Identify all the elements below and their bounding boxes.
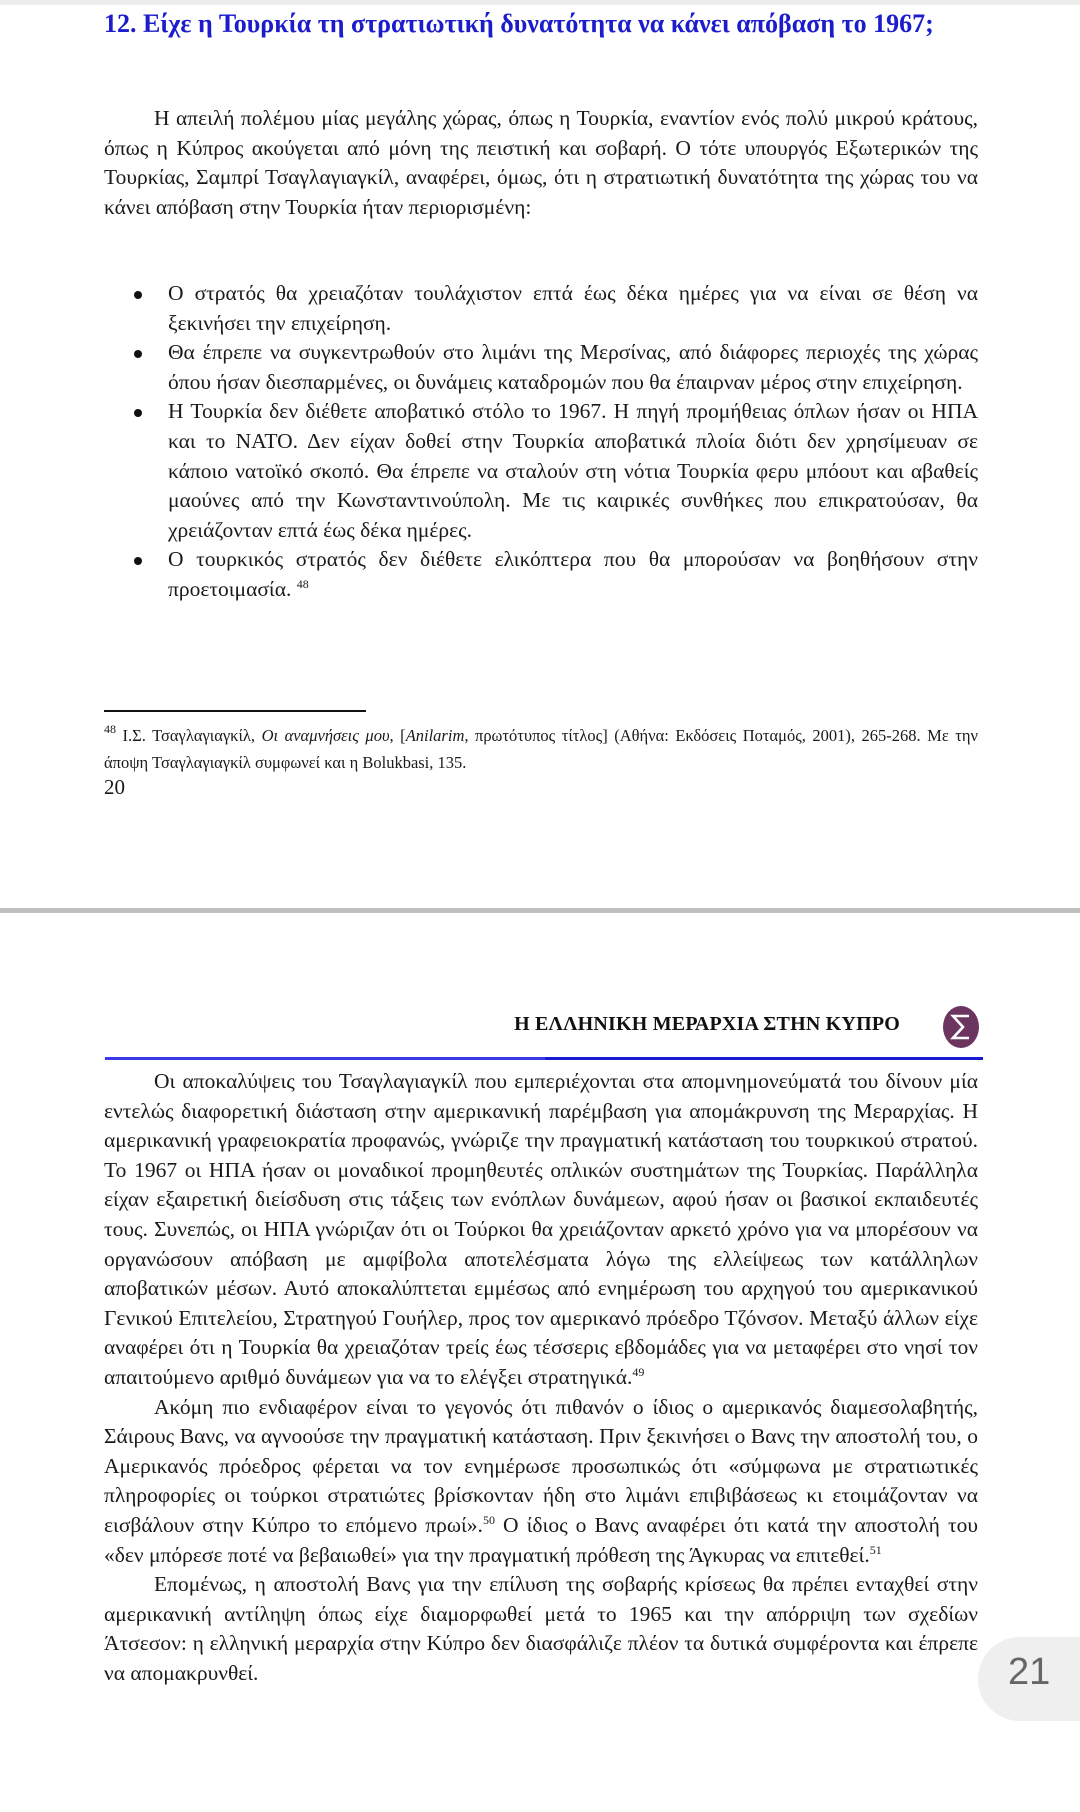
paragraph: Οι αποκαλύψεις του Τσαγλαγιαγκίλ που εμπεριέχονται στα απομνημονεύματά του δίνουν μία εντελώς διαφορετική διάσταση στην αμερικανική παρέμβαση για απομάκρυνση της Μεραρχίας. Η αμερικανική γραφειοκρατία προφανώς, γνώριζε την πραγματική κατάσταση του τουρκικού στρατού. Το 1967 οι ΗΠΑ ήσαν οι μοναδικοί προμηθευτές οπλικών συστημάτων της Τουρκίας. Παράλληλα είχαν εξαιρετική διείσδυση στις τάξεις των ενόπλων δυνάμεων, αφού ήσαν οι βασικοί εκπαιδευτές τους. Συνεπώς, οι ΗΠΑ γνώριζαν ότι οι Τούρκοι θα χρειάζονταν αρκετό χρόνο για να μπορέσουν να οργανώσουν απόβαση με αμφίβολα αποτελέσματα λόγω της ελλείψεως των κατάλληλων αποβατικών μέσων. Αυτό αποκαλύπτεται εμμέσως από ενημέρωση του αρχηγού του αμερικανικού Γενικού Επιτελείου, Στρατηγού Γουήλερ, προς τον αμερικανό πρόεδρο Τζόνσον. Μεταξύ άλλων είχε αναφέρει ότι η Τουρκία θα χρειαζόταν τρείς έως τέσσερις εβδομάδες για να μεταφέρει στο νησί τον απαιτούμενο αριθμό δυνάμεων για να το ελέγξει στρατηγικά.$^{49}$ xyxy=(104,1069,978,1389)
list-item: Θα έπρεπε να συγκεντρωθούν στο λιμάνι της Μερσίνας, από διάφορες περιοχές της χώρας όπου ήσαν διεσπαρμένες, οι δυνάμεις καταδρομών που θα έπαιρναν μέρος στην επιχείρηση. xyxy=(104,338,978,397)
footnote-separator xyxy=(104,710,366,712)
page-number: 20 xyxy=(104,775,125,799)
document-page-21 xyxy=(0,913,1080,1812)
document-page-20 xyxy=(0,5,1080,908)
running-header: Η ΕΛΛΗΝΙΚΗ ΜΕΡΑΡΧΙΑ ΣΤΗΝ ΚΥΠΡΟ xyxy=(514,1013,900,1035)
list-item: Ο τουρκικός στρατός δεν διέθετε ελικόπτερα που θα μπορούσαν να βοηθήσουν στην προετοιμασία. $^{48}$ xyxy=(104,545,978,604)
footnote-reference[interactable]: 51 xyxy=(869,1542,882,1557)
body-text xyxy=(104,1067,978,1688)
bullet-icon xyxy=(134,557,142,565)
paragraph: Ακόμη πιο ενδιαφέρον είναι το γεγονός ότι πιθανόν ο ίδιος ο αμερικανός διαμεσολαβητής, Σάιρους Βανς, να αγνοούσε την πραγματική κατάσταση. Πριν ξεκινήσει ο Βανς την αποστολή του, ο Αμερικανός πρόεδρος φέρεται να τον ενημέρωσε προσωπικώς ότι «σύμφωνα με στρατιωτικές πληροφορίες οι τούρκοι στρατιώτες βρίσκονταν ήδη στο λιμάνι επιβιβάσεως κι ετοιμάζονταν να εισβάλουν στην Κύπρο το επόμενο πρωί».$^{50}$ Ο ίδιος ο Βανς αναφέρει ότι κατά την αποστολή του «δεν μπόρεσε ποτέ να βεβαιωθεί» για την πραγματική πρόθεση της Άγκυρας να επιτεθεί.$^{51}$ xyxy=(104,1394,978,1567)
footnote: $^{48}$ Ι.Σ. Τσαγλαγιαγκίλ, Οι αναμνήσεις μου, [Anilarim, πρωτότυπος τίτλος] (Αθήνα: Εκδόσεις Ποταμός, 2001), 265-268. Με την άποψη Τσαγλαγιαγκίλ συμφωνεί και η Bolukbasi, 135. xyxy=(104,722,979,772)
header-rule xyxy=(105,1057,983,1060)
paragraph: Επομένως, η αποστολή Βανς για την επίλυση της σοβαρής κρίσεως θα πρέπει ενταχθεί στην αμερικανική αντίληψη όπως είχε διαμορφωθεί μετά το 1965 και την απόρριψη των σχεδίων Άτσεσον: η ελληνική μεραρχία στην Κύπρο δεν διασφάλιζε πλέον τα δυτικά συμφέροντα και έπρεπε να απομακρυνθεί. xyxy=(104,1572,978,1685)
page-indicator-badge: 21 xyxy=(978,1637,1080,1721)
book-title: Οι αναμνήσεις μου xyxy=(261,726,390,745)
original-title: Anilarim xyxy=(405,726,465,745)
bullet-icon xyxy=(134,409,142,417)
list-item: Ο στρατός θα χρειαζόταν τουλάχιστον επτά έως δέκα ημέρες για να είναι σε θέση να ξεκινήσει την επιχείρηση. xyxy=(104,279,978,338)
footnote-reference[interactable]: 48 xyxy=(296,576,309,591)
list-item: Η Τουρκία δεν διέθετε αποβατικό στόλο το 1967. Η πηγή προμήθειας όπλων ήσαν οι ΗΠΑ και το ΝΑΤΟ. Δεν είχαν δοθεί στην Τουρκία αποβατικά πλοία διότι δεν χρησίμευαν σε κάποιο νατοϊκό σκοπό. Θα έπρεπε να σταλούν στη νότια Τουρκία φερυ μπόουτ και αβαθείς μαούνες από την Κωνσταντινούπολη. Με τις καιρικές συνθήκες που επικρατούσαν, θα χρειάζονταν επτά έως δέκα ημέρες. xyxy=(104,397,978,545)
bullet-list xyxy=(104,279,978,605)
bullet-icon xyxy=(134,291,142,299)
footnote-reference[interactable]: 50 xyxy=(482,1512,495,1527)
footnote-number: 48 xyxy=(104,722,116,736)
section-heading: 12. Είχε η Τουρκία τη στρατιωτική δυνατότητα να κάνει απόβαση το 1967; xyxy=(104,9,934,38)
bullet-icon xyxy=(134,350,142,358)
intro-paragraph: Η απειλή πολέμου μίας μεγάλης χώρας, όπως η Τουρκία, εναντίον ενός πολύ μικρού κράτους, όπως η Κύπρος ακούγεται από μόνη της πειστική και σοβαρή. Ο τότε υπουργός Εξωτερικών της Τουρκίας, Σαμπρί Τσαγλαγιαγκίλ, αναφέρει, όμως, ότι η στρατιωτική δυνατότητα της χώρας του να κάνει απόβαση στην Τουρκία ήταν περιορισμένη: xyxy=(104,106,978,219)
sigma-logo-icon xyxy=(942,1005,980,1049)
footnote-reference[interactable]: 49 xyxy=(632,1364,645,1379)
